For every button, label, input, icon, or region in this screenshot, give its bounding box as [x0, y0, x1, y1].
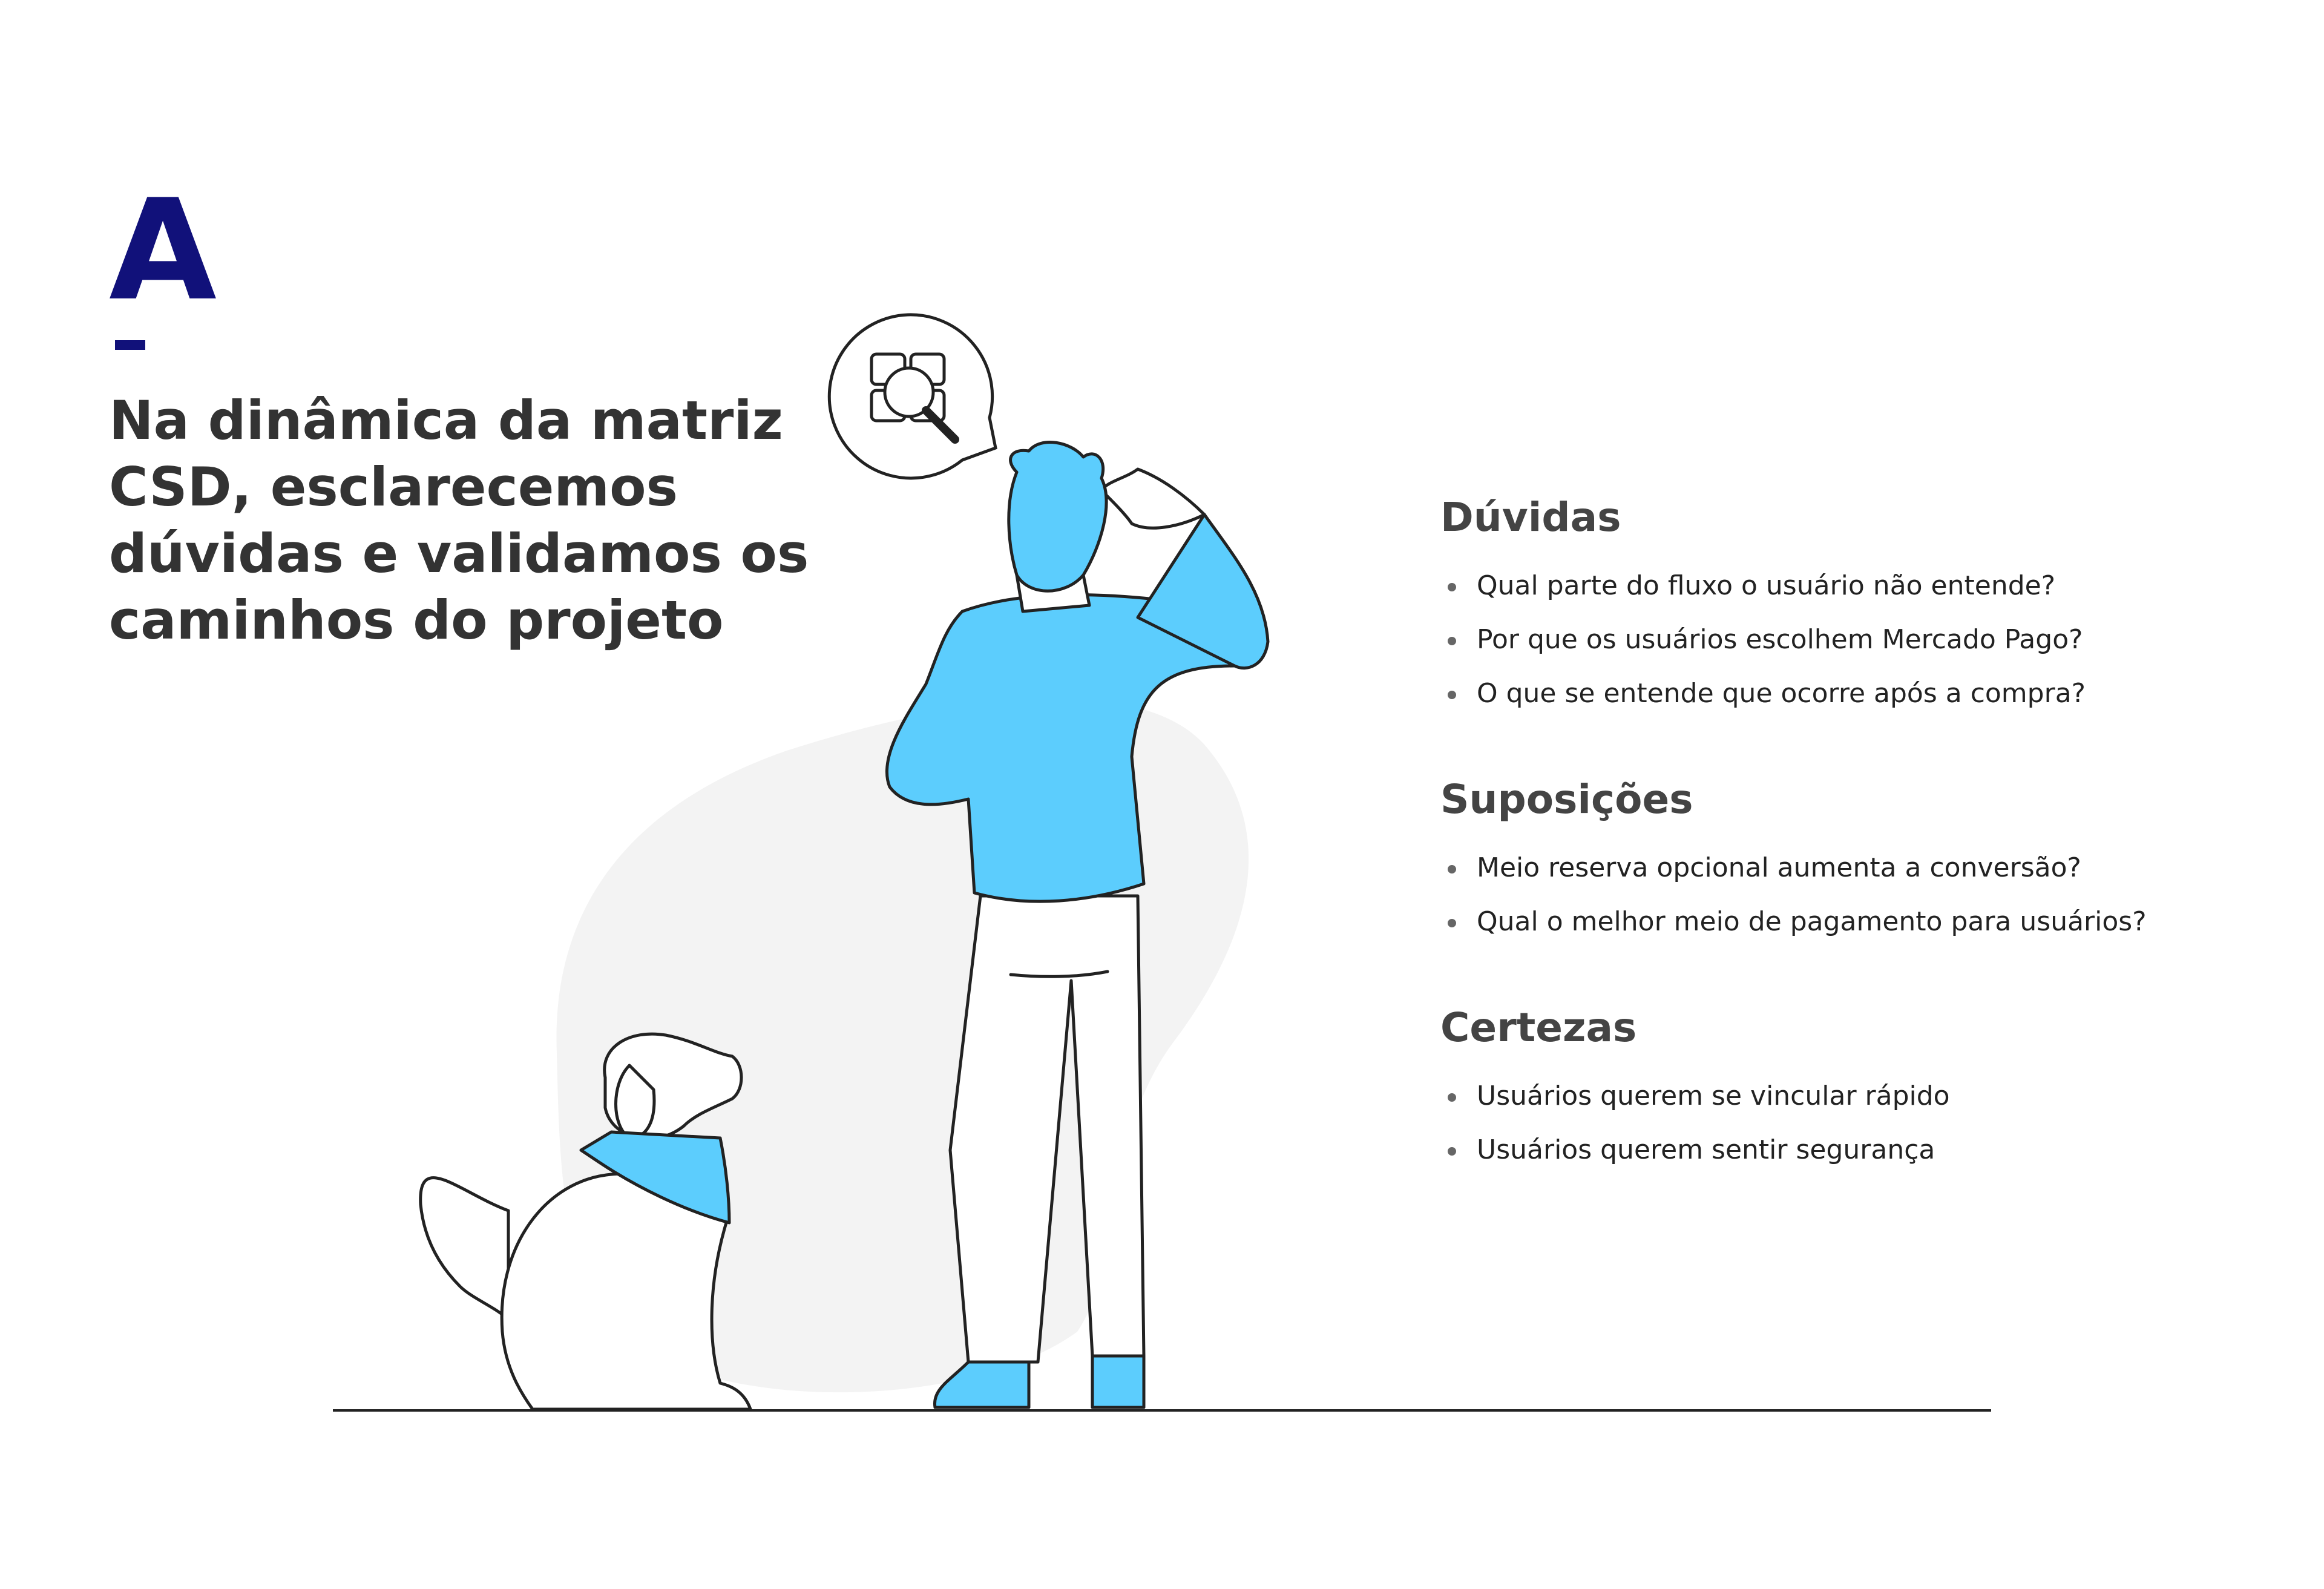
list-item-text: Usuários querem se vincular rápido — [1477, 1081, 1950, 1111]
bullet-dot-icon — [1448, 1147, 1456, 1156]
section-title-suposicoes: Suposições — [1440, 776, 1693, 823]
suposicoes-list — [1440, 850, 2227, 940]
section-title-certezas: Certezas — [1440, 1004, 1637, 1051]
bullet-dot-icon — [1448, 637, 1456, 645]
section-suposicoes — [1440, 772, 2227, 940]
certezas-list — [1440, 1078, 2227, 1168]
list-item — [1440, 850, 2227, 886]
bullet-dot-icon — [1448, 583, 1456, 591]
list-item-text: Qual parte do fluxo o usuário não entende? — [1477, 570, 2056, 601]
duvidas-list — [1440, 568, 2227, 712]
bullet-dot-icon — [1448, 865, 1456, 873]
man-right-shoe — [1092, 1356, 1144, 1407]
list-item-text: Meio reserva opcional aumenta a conversão? — [1477, 852, 2081, 883]
list-item-text: Usuários querem sentir segurança — [1477, 1134, 1935, 1165]
dog-tail — [421, 1178, 508, 1320]
brand-logo-letter: A — [109, 170, 217, 332]
section-duvidas — [1440, 490, 2227, 712]
page-headline: Na dinâmica da matriz CSD, esclarecemos dúvidas e validamos os caminhos do projeto — [109, 389, 809, 651]
man-hand — [1101, 469, 1204, 528]
list-item-text: Por que os usuários escolhem Mercado Pago? — [1477, 624, 2083, 655]
list-item — [1440, 568, 2227, 604]
list-item — [1440, 1078, 2227, 1114]
section-title-duvidas: Dúvidas — [1440, 494, 1621, 541]
list-item — [1440, 676, 2227, 712]
csd-matrix — [1440, 490, 2227, 1229]
list-item-text: Qual o melhor meio de pagamento para usuários? — [1477, 906, 2147, 937]
man-head — [1009, 442, 1106, 591]
bullet-dot-icon — [1448, 919, 1456, 927]
section-certezas — [1440, 1001, 2227, 1168]
bullet-dot-icon — [1448, 691, 1456, 699]
list-item — [1440, 622, 2227, 658]
bullet-dot-icon — [1448, 1093, 1456, 1102]
list-item-text: O que se entende que ocorre após a compra? — [1477, 678, 2086, 709]
list-item — [1440, 904, 2227, 940]
list-item — [1440, 1132, 2227, 1168]
